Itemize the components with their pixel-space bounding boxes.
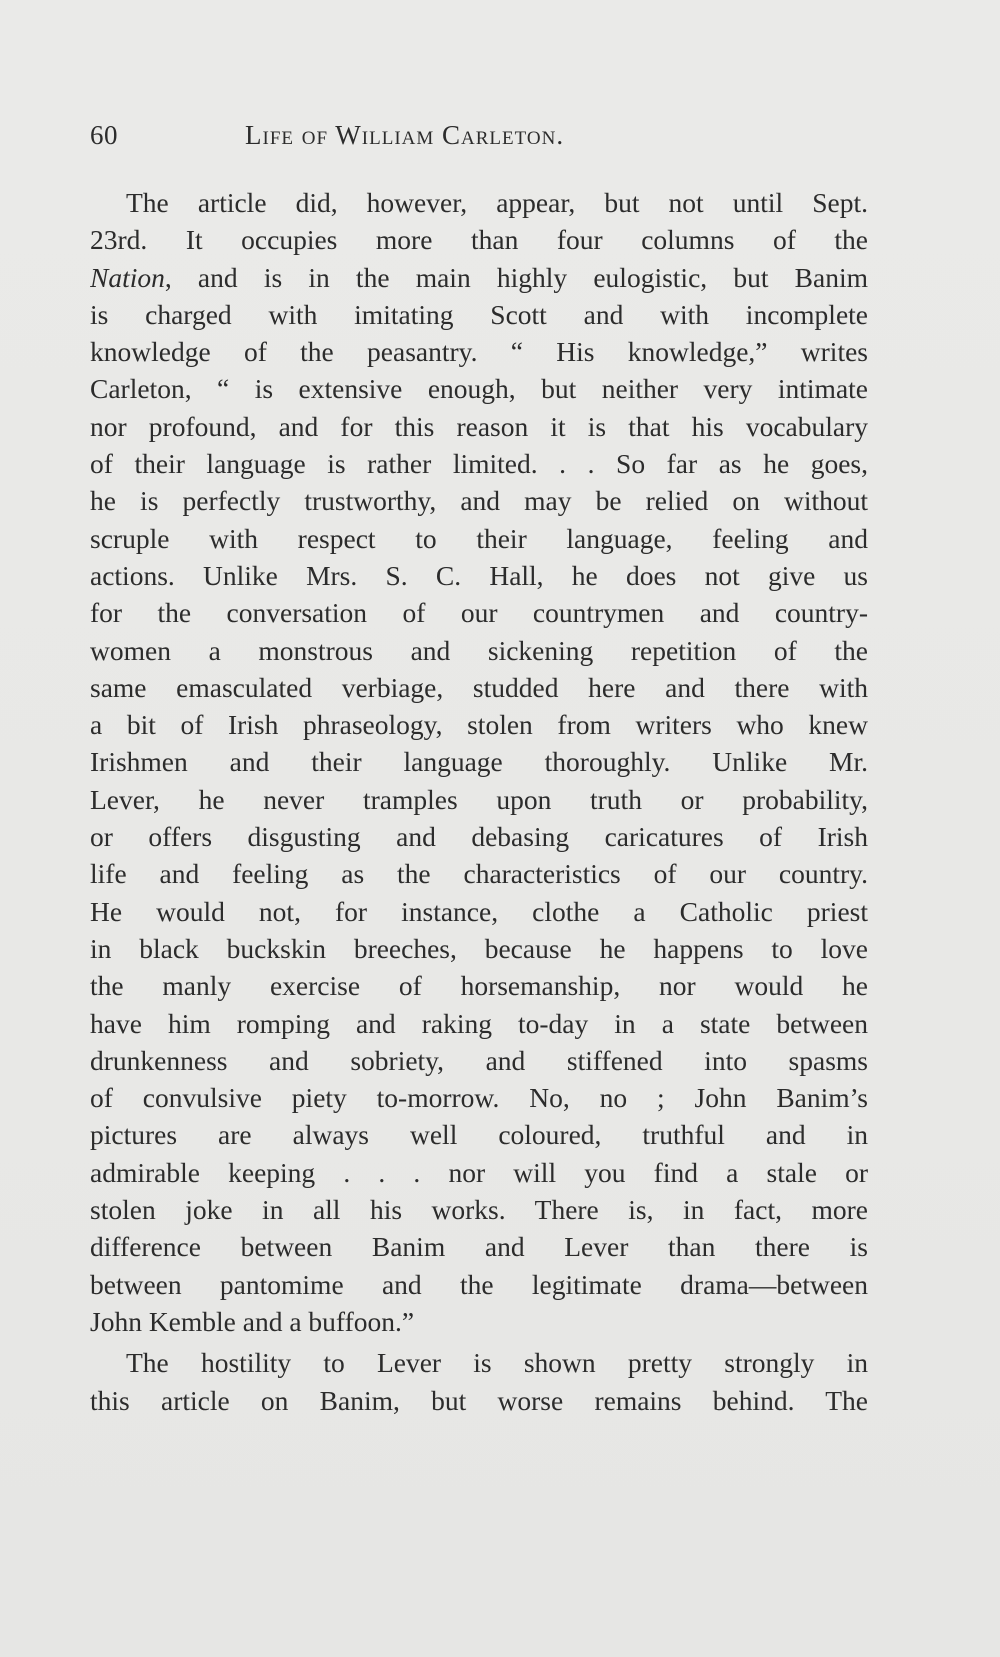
text-line: Lever, he never tramples upon truth or probability, bbox=[90, 783, 868, 815]
text-line: knowledge of the peasantry. “ His knowledge,” writes bbox=[90, 336, 868, 368]
text-line: pictures are always well coloured, truthful and in bbox=[90, 1119, 868, 1151]
text-line-nation: Nation, and is in the main highly eulogistic, but Banim bbox=[90, 261, 868, 293]
text-line: the manly exercise of horsemanship, nor would he bbox=[90, 970, 868, 1002]
text-line: or offers disgusting and debasing caricatures of Irish bbox=[90, 821, 868, 853]
text-line: actions. Unlike Mrs. S. C. Hall, he does not give us bbox=[90, 559, 868, 591]
text-line: Irishmen and their language thoroughly. Unlike Mr. bbox=[90, 746, 868, 778]
text-line: for the conversation of our countrymen and country- bbox=[90, 597, 868, 629]
running-title: Life of William Carleton. bbox=[245, 120, 565, 150]
text-line: is charged with imitating Scott and with incomplete bbox=[90, 298, 868, 330]
text-line: nor profound, and for this reason it is that his vocabulary bbox=[90, 410, 868, 442]
text-line: he is perfectly trustworthy, and may be relied on without bbox=[90, 485, 868, 517]
text-line: admirable keeping . . . nor will you find a stale or bbox=[90, 1156, 868, 1188]
text-line: 23rd. It occupies more than four columns of the bbox=[90, 224, 868, 256]
text-line: a bit of Irish phraseology, stolen from writers who knew bbox=[90, 709, 868, 741]
text-line: scruple with respect to their language, feeling and bbox=[90, 522, 868, 554]
text-line: this article on Banim, but worse remains behind. The bbox=[90, 1384, 868, 1416]
text-line: He would not, for instance, clothe a Catholic priest bbox=[90, 895, 868, 927]
journal-title: Nation bbox=[90, 261, 165, 293]
text-line: John Kemble and a buffoon.” bbox=[90, 1305, 415, 1337]
text-line: same emasculated verbiage, studded here and there with bbox=[90, 671, 868, 703]
page-number: 60 bbox=[90, 120, 118, 150]
running-head bbox=[90, 120, 870, 160]
text-line: drunkenness and sobriety, and stiffened into spasms bbox=[90, 1044, 868, 1076]
text-line: women a monstrous and sickening repetition of the bbox=[90, 634, 868, 666]
text-line: in black buckskin breeches, because he happens to love bbox=[90, 932, 868, 964]
text-line: The article did, however, appear, but not until Sept. bbox=[126, 187, 868, 218]
text-line: Carleton, “ is extensive enough, but neither very intimate bbox=[90, 373, 868, 405]
text-line: stolen joke in all his works. There is, in fact, more bbox=[90, 1194, 868, 1226]
text-line: have him romping and raking to-day in a state between bbox=[90, 1007, 868, 1039]
text-line: life and feeling as the characteristics of our country. bbox=[90, 858, 868, 890]
text-line: between pantomime and the legitimate drama—between bbox=[90, 1268, 868, 1300]
body-text bbox=[90, 184, 868, 1419]
text-line: of their language is rather limited. . . So far as he goes, bbox=[90, 448, 868, 480]
text-line: of convulsive piety to-morrow. No, no ; John Banim’s bbox=[90, 1082, 868, 1114]
text-line: difference between Banim and Lever than there is bbox=[90, 1231, 868, 1263]
text-line: The hostility to Lever is shown pretty strongly in bbox=[126, 1347, 868, 1379]
